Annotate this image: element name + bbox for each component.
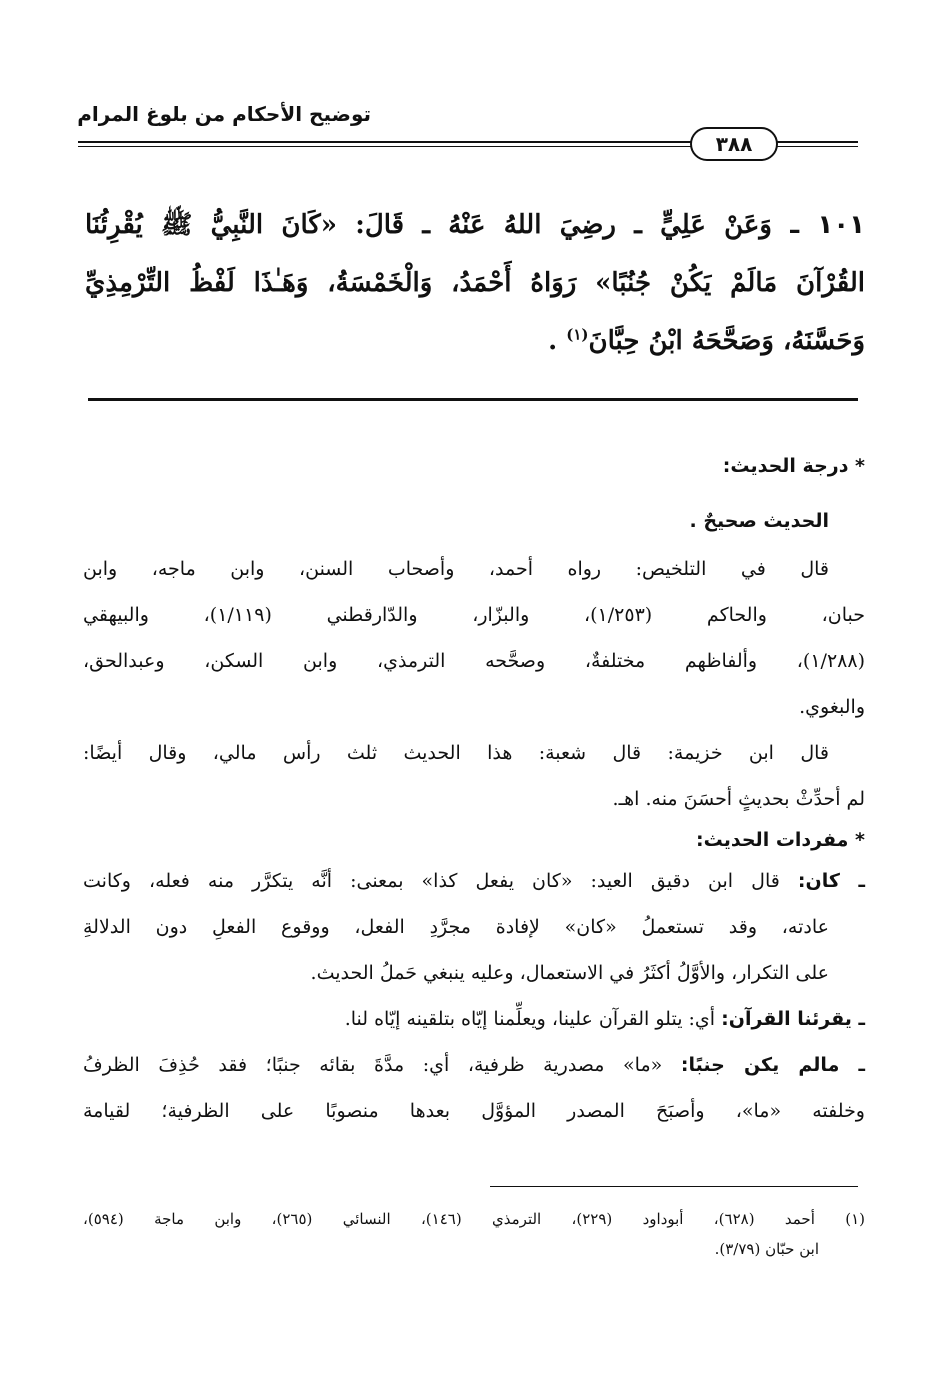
page-number: ٣٨٨ [690, 127, 778, 161]
vocab-definition: قال ابن دقيق العيد: «كان يفعل كذا» بمعنى: أنَّه يتكرَّر منه فعله، وكانت [83, 870, 780, 892]
vocab-term: ـ كان: [797, 870, 866, 892]
footnote-1 [83, 1204, 865, 1234]
hadith-line-3 [85, 312, 865, 370]
commentary [83, 448, 865, 1134]
footnote-text: أحمد (٦٢٨)، أبوداود (٢٢٩)، الترمذي (١٤٦)، النسائي (٢٦٥)، وابن ماجة (٥٩٤)، [83, 1210, 815, 1228]
paragraph-line: على التكرار، والأوَّلُ أكثَرُ في الاستعمال، وعليه ينبغي حَملُ الحديث. [310, 962, 829, 984]
paragraph-line: عادته، وقد تستعملُ «كان» لإفادة مجرَّدِ الفعل، ووقوع الفعلِ دون الدلالةِ [83, 916, 829, 938]
paragraph-line: لم أحدِّثْ بحديثٍ أحسَنَ منه. اهـ. [612, 788, 865, 810]
vocab-definition: أي: يتلو القرآن علينا، ويعلِّمنا إيّاه بتلقينه إيّاه لنا. [344, 1008, 716, 1030]
footnote-divider [490, 1186, 858, 1187]
footnote-reference: (١) [566, 325, 589, 344]
footnotes [83, 1204, 865, 1264]
paragraph-line: وخلفته «ما»، وأصبَحَ المصدر المؤوَّل بعدها منصوبًا على الظرفية؛ لقيامة [83, 1100, 865, 1122]
running-title: توضيح الأحكام من بلوغ المرام [77, 102, 371, 126]
vocab-entry-junub [83, 1042, 865, 1088]
hadith-text-line: وَعَنْ عَلِيٍّ ـ رضِيَ اللهُ عَنْهُ ـ قَالَ: «كَانَ النَّبِيُّ ﷺ يُقْرِئُنَا [85, 210, 772, 240]
hadith-text-line: وَحَسَّنَهُ، وَصَحَّحَهُ ابْنُ حِبَّانَ [588, 326, 865, 356]
hadith-end-period: . [548, 326, 558, 356]
hadith-text [85, 196, 865, 370]
hadith-divider [88, 398, 858, 401]
paragraph-line: (١/٢٨٨)، وألفاظهم مختلفةٌ، وصحَّحه الترمذي، وابن السكن، وعبدالحق، [83, 650, 865, 672]
vocab-term: ـ مالم يكن جنبًا: [680, 1054, 865, 1076]
section-heading-vocabulary: * مفردات الحديث: [696, 829, 865, 851]
section-heading-grade: * درجة الحديث: [722, 455, 865, 477]
vocab-entry-yuqriuna [83, 996, 865, 1042]
paragraph-line: حبان، والحاكم (١/٢٥٣)، والبزّار، والدّارقطني (١/١١٩)، والبيهقي [83, 604, 865, 626]
hadith-line-2 [85, 254, 865, 312]
paragraph-line: قال في التلخيص: رواه أحمد، وأصحاب السنن، وابن ماجه، وابن [83, 558, 829, 580]
footnote-1-continued: ابن حبّان (٣/٧٩). [714, 1240, 819, 1258]
hadith-line-1 [85, 196, 865, 254]
paragraph-line: والبغوي. [799, 696, 865, 718]
vocab-definition: «ما» مصدرية ظرفية، أي: مدَّةَ بقائه جنبًا؛ فقد حُذِفَ الظرفُ [83, 1054, 663, 1076]
paragraph-line: قال ابن خزيمة: قال شعبة: هذا الحديث ثلث رأس مالي، وقال أيضًا: [83, 742, 829, 764]
grade-statement: الحديث صحيحٌ . [689, 510, 829, 532]
footnote-marker: (١) [845, 1210, 865, 1228]
vocab-entry-kan [83, 858, 865, 904]
hadith-text-line: القُرْآنَ مَالَمْ يَكُنْ جُنُبًا» رَوَاهُ أَحْمَدُ، وَالْخَمْسَةُ، وَهَـٰذَا لَفْظُ التِّرْمِذِيِّ [85, 268, 865, 298]
vocab-term: ـ يقرئنا القرآن: [721, 1008, 865, 1030]
hadith-number: ١٠١ ـ [790, 210, 865, 240]
